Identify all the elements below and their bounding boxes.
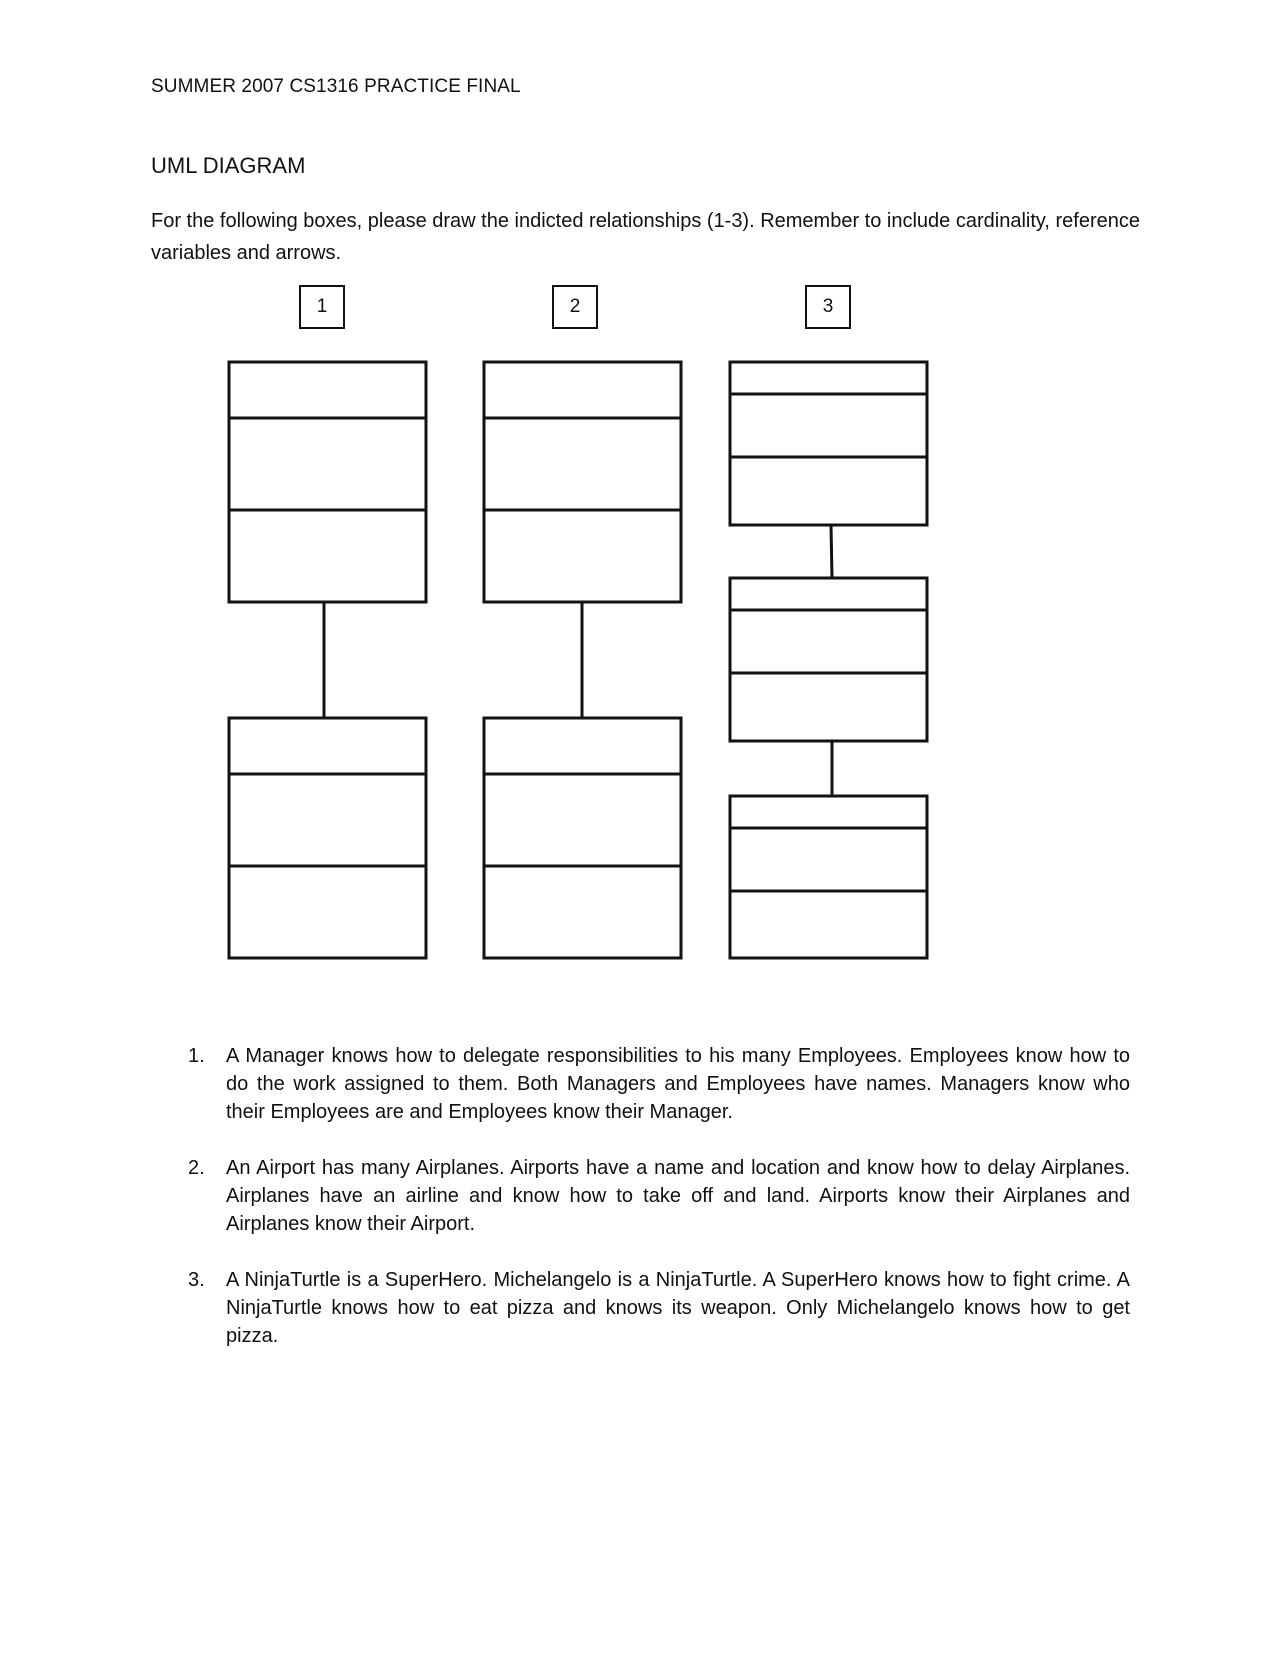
question-item xyxy=(184,1154,1130,1238)
question-list xyxy=(184,1042,1130,1378)
instructions-text: For the following boxes, please draw the indicted relationships (1-3). Remember to include cardinality, reference variables and arrows. xyxy=(151,210,1141,264)
diagram-2-label: 2 xyxy=(552,285,598,329)
uml-class-box xyxy=(730,578,927,741)
diagram-2 xyxy=(484,362,681,958)
uml-class-box xyxy=(484,362,681,602)
diagram-1-label: 1 xyxy=(299,285,345,329)
question-number: 2. xyxy=(188,1157,205,1179)
uml-class-box xyxy=(484,718,681,958)
uml-class-box xyxy=(730,362,927,525)
uml-class-box xyxy=(229,718,426,958)
diagram-3 xyxy=(730,362,927,958)
question-text: An Airport has many Airplanes. Airports have a name and location and know how to delay Airplanes. Airplanes have an airline and know how to take off and land. Airports know their Airplanes and Airplanes know their Airport. xyxy=(226,1157,1130,1235)
question-item xyxy=(184,1042,1130,1126)
question-text: A Manager knows how to delegate responsibilities to his many Employees. Employees know how to do the work assigned to them. Both Managers and Employees have names. Managers know who their Employees are and Employees know their Manager. xyxy=(226,1045,1130,1123)
question-number: 1. xyxy=(188,1045,205,1067)
uml-class-box xyxy=(229,362,426,602)
question-item xyxy=(184,1266,1130,1350)
diagram-1 xyxy=(229,362,426,958)
page-header: SUMMER 2007 CS1316 PRACTICE FINAL xyxy=(151,76,521,97)
uml-class-box xyxy=(730,796,927,958)
association-line xyxy=(831,525,832,578)
question-number: 3. xyxy=(188,1269,205,1291)
section-title: UML DIAGRAM xyxy=(151,153,306,178)
question-text: A NinjaTurtle is a SuperHero. Michelangelo is a NinjaTurtle. A SuperHero knows how to fight crime. A NinjaTurtle knows how to eat pizza and knows its weapon. Only Michelangelo knows how to get pizza. xyxy=(226,1269,1130,1347)
diagram-3-label: 3 xyxy=(805,285,851,329)
